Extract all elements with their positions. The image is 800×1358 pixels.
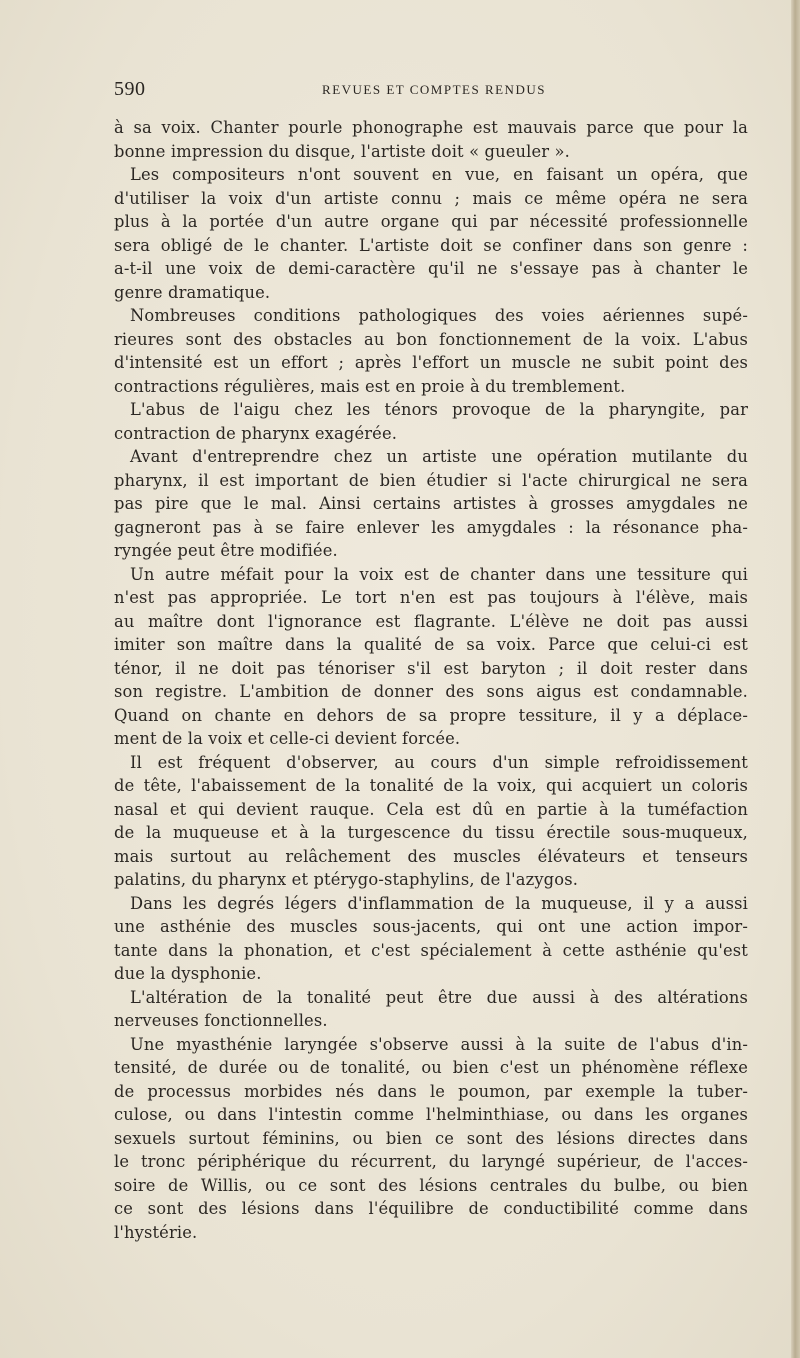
text-line: n'est pas appropriée. Le tort n'en est pas toujours à l'élève, mais — [114, 588, 748, 607]
text-line: Nombreuses conditions pathologiques des voies aériennes supé- — [130, 306, 748, 325]
text-line: Avant d'entreprendre chez un artiste une opération mutilante du — [130, 447, 748, 466]
text-line: bonne impression du disque, l'artiste doit « gueuler ». — [114, 141, 570, 161]
text-line: sexuels surtout féminins, ou bien ce sont des lésions directes dans — [114, 1128, 748, 1148]
text-line: L'abus de l'aigu chez les ténors provoque de la pharyngite, par — [130, 400, 748, 419]
text-line: ryngée peut être modifiée. — [114, 541, 338, 560]
text-line: gagneront pas à se faire enlever les amygdales : la résonance pha- — [114, 517, 748, 537]
text-line: ténor, il ne doit pas ténoriser s'il est baryton ; il doit rester dans — [114, 658, 748, 678]
text-line: le tronc périphérique du récurrent, du laryngé supérieur, de l'acces- — [114, 1152, 748, 1171]
text-line: Il est fréquent d'observer, au cours d'un simple refroidissement — [130, 752, 748, 772]
text-line: de processus morbides nés dans le poumon, par exemple la tuber- — [114, 1081, 748, 1101]
text-line: une asthénie des muscles sous-jacents, qui ont une action impor- — [114, 917, 748, 936]
text-line: d'intensité est un effort ; après l'effort un muscle ne subit point des — [114, 353, 748, 372]
text-line: au maître dont l'ignorance est flagrante. L'élève ne doit pas aussi — [114, 611, 748, 631]
text-line: ment de la voix et celle-ci devient forcée. — [114, 729, 461, 748]
text-line: pas pire que le mal. Ainsi certains artistes à grosses amygdales ne — [114, 494, 748, 513]
body-text — [114, 116, 748, 1244]
text-line: contraction de pharynx exagérée. — [114, 423, 398, 443]
text-line: Un autre méfait pour la voix est de chanter dans une tessiture qui — [130, 564, 748, 584]
text-line: plus à la portée d'un autre organe qui par nécessité professionnelle — [114, 212, 748, 231]
text-line: nerveuses fonctionnelles. — [114, 1011, 328, 1030]
text-line: de tête, l'abaissement de la tonalité de la voix, qui acquiert un coloris — [114, 776, 748, 795]
text-line: contractions régulières, mais est en proie à du tremblement. — [114, 376, 626, 396]
page-binding-edge — [791, 0, 800, 1358]
text-line: de la muqueuse et à la turgescence du tissu érectile sous-muqueux, — [114, 823, 748, 842]
text-line: due la dysphonie. — [114, 964, 262, 983]
text-line: Quand on chante en dehors de sa propre tessiture, il y a déplace- — [114, 705, 748, 725]
text-line: nasal et qui devient rauque. Cela est dû en partie à la tuméfaction — [114, 799, 748, 819]
text-line: à sa voix. Chanter pourle phonographe est mauvais parce que pour la — [114, 118, 748, 137]
text-line: L'altération de la tonalité peut être due aussi à des altérations — [130, 987, 748, 1007]
text-line: sera obligé de le chanter. L'artiste doit se confiner dans son genre : — [114, 235, 748, 255]
text-line: tensité, de durée ou de tonalité, ou bien c'est un phénomène réflexe — [114, 1058, 748, 1077]
text-line: son registre. L'ambition de donner des sons aigus est condamnable. — [114, 682, 748, 701]
text-line: imiter son maître dans la qualité de sa voix. Parce que celui-ci est — [114, 635, 748, 654]
text-line: mais surtout au relâchement des muscles élévateurs et tenseurs — [114, 846, 748, 866]
text-line: palatins, du pharynx et ptérygo-staphylins, de l'azygos. — [114, 870, 579, 889]
page-header — [114, 78, 754, 102]
text-line: genre dramatique. — [114, 282, 271, 302]
running-title: REVUES ET COMPTES RENDUS — [322, 82, 546, 97]
text-line: pharynx, il est important de bien étudier si l'acte chirurgical ne sera — [114, 470, 748, 490]
text-line: culose, ou dans l'intestin comme l'helminthiase, ou dans les organes — [114, 1105, 748, 1124]
page-number: 590 — [114, 78, 146, 100]
text-line: ce sont des lésions dans l'équilibre de conductibilité comme dans — [114, 1199, 748, 1218]
text-line: a-t-il une voix de demi-caractère qu'il ne s'essaye pas à chanter le — [114, 259, 748, 278]
text-line: soire de Willis, ou ce sont des lésions centrales du bulbe, ou bien — [114, 1175, 748, 1195]
text-line: Dans les degrés légers d'inflammation de la muqueuse, il y a aussi — [130, 893, 748, 913]
text-line: l'hystérie. — [114, 1222, 198, 1242]
text-line: d'utiliser la voix d'un artiste connu ; mais ce même opéra ne sera — [114, 188, 748, 208]
text-line: tante dans la phonation, et c'est spécialement à cette asthénie qu'est — [114, 940, 748, 960]
text-line: Une myasthénie laryngée s'observe aussi à la suite de l'abus d'in- — [130, 1034, 748, 1054]
text-line: rieures sont des obstacles au bon fonctionnement de la voix. L'abus — [114, 329, 748, 349]
text-line: Les compositeurs n'ont souvent en vue, en faisant un opéra, que — [130, 165, 748, 184]
